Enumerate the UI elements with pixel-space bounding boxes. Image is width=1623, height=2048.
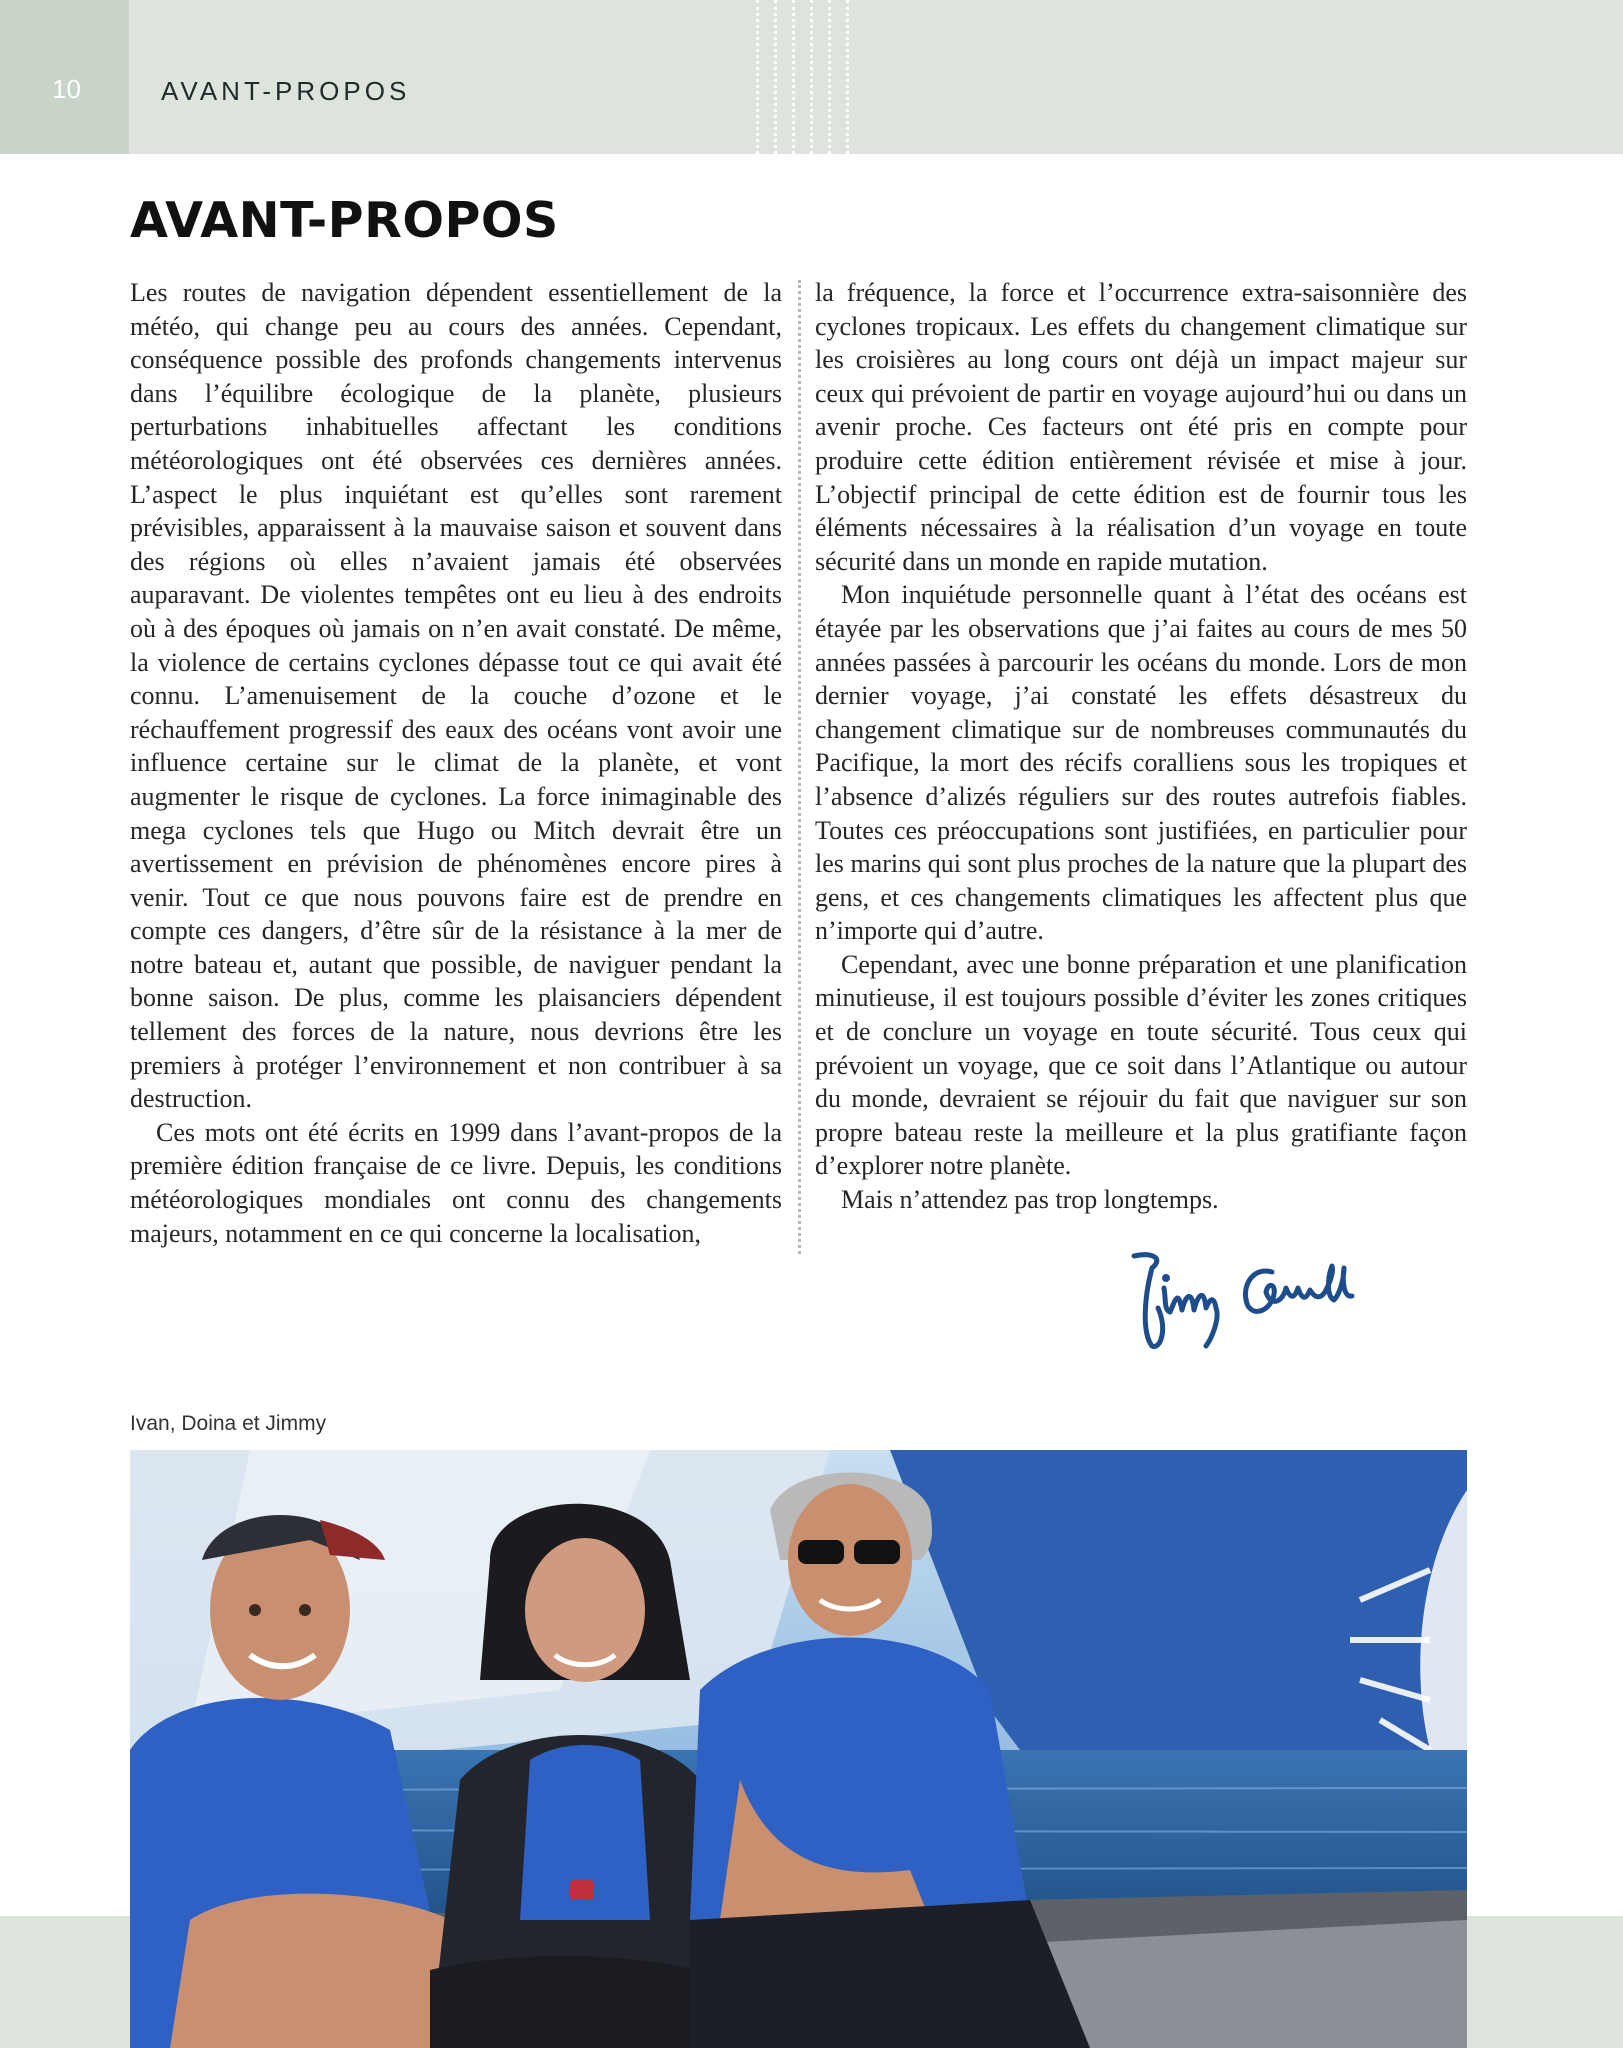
page-number: 10 bbox=[52, 74, 81, 104]
header-decoration bbox=[750, 0, 850, 154]
right-column bbox=[815, 276, 1467, 1217]
handwritten-signature-icon bbox=[1112, 1238, 1397, 1358]
paragraph: Cependant, avec une bonne préparation et une planification minutieuse, il est toujours possible d’éviter les zones critiques et de conclure un voyage en toute sécurité. Tous ceux qui prévoient un voyage, que ce soit dans l’Atlantique ou autour du monde, devraient se réjouir du fait que naviguer sur son propre bateau reste la meilleure et la plus gratifiante façon d’explorer notre planète. bbox=[815, 949, 1467, 1181]
paragraph: Mais n’attendez pas trop longtemps. bbox=[841, 1185, 1219, 1215]
photo-caption: Ivan, Doina et Jimmy bbox=[130, 1412, 327, 1435]
paragraph: Les routes de navigation dépendent essentiellement de la météo, qui change peu au cours des années. Cependant, conséquence possible des profonds changements intervenus dans l’équilibre écologique de la planète, plusieurs perturbations inhabituelles affectant les conditions météorologiques ont été observées ces dernières années. L’aspect le plus inquiétant est qu’elles sont rarement prévisibles, apparaissent à la mauvaise saison et souvent dans des régions où elles n’avaient jamais été observées auparavant. De violentes tempêtes ont eu lieu à des endroits où à des époques où jamais on n’en avait constaté. De même, la violence de certains cyclones dépasse tout ce qui avait été connu. L’amenuisement de la couche d’ozone et le réchauffement progressif des eaux des océans vont avoir une influence certaine sur le climat de la planète, et vont augmenter le risque de cyclones. La force inimaginable des mega cyclones tels que Hugo ou Mitch devrait être un avertissement en prévision de phénomènes encore pires à venir. Tout ce que nous pouvons faire est de prendre en compte ces dangers, d’être sûr de la résistance à la mer de notre bateau et, autant que possible, de naviguer pendant la bonne saison. De plus, comme les plaisanciers dépendent tellement des forces de la nature, nous devrions être les premiers à protéger l’environnement et non contribuer à sa destruction. bbox=[130, 278, 782, 1114]
paragraph: Mon inquiétude personnelle quant à l’état des océans est étayée par les observations que j’ai faites au cours de mes 50 années passées à parcourir les océans du monde. Lors de mon dernier voyage, j’ai constaté les effets désastreux du changement climatique sur de nombreuses communautés du Pacifique, la mort des récifs coralliens sous les tropiques et l’absence d’alizés réguliers sur des routes autrefois fiables. Toutes ces préoccupations sont justifiées, en particulier pour les marins qui sont plus proches de la nature que la plupart des gens, et ces changements climatiques les affectent plus que n’importe qui d’autre. bbox=[815, 580, 1467, 946]
page-title: AVANT-PROPOS bbox=[130, 192, 559, 249]
paragraph: la fréquence, la force et l’occurrence extra-saisonnière des cyclones tropicaux. Les effets du changement climatique sur les croisières au long cours ont déjà un impact majeur sur ceux qui prévoient de partir en voyage aujourd’hui ou dans un avenir proche. Ces facteurs ont été pris en compte pour produire cette édition entièrement révisée et mise à jour. L’objectif principal de cette édition est de fournir tous les éléments nécessaires à la réalisation d’un voyage en toute sécurité dans un monde en rapide mutation. bbox=[815, 278, 1467, 576]
running-title: AVANT-PROPOS bbox=[161, 76, 411, 106]
column-divider bbox=[798, 280, 801, 1254]
paragraph: Ces mots ont été écrits en 1999 dans l’avant-propos de la première édition française de ce livre. Depuis, les conditions météorologiques mondiales ont connu des changements majeurs, notamment en ce qui concerne la localisation, bbox=[130, 1117, 782, 1248]
page-number-cell bbox=[0, 0, 129, 154]
left-column bbox=[130, 276, 782, 1250]
crew-photo bbox=[130, 1450, 1467, 2048]
